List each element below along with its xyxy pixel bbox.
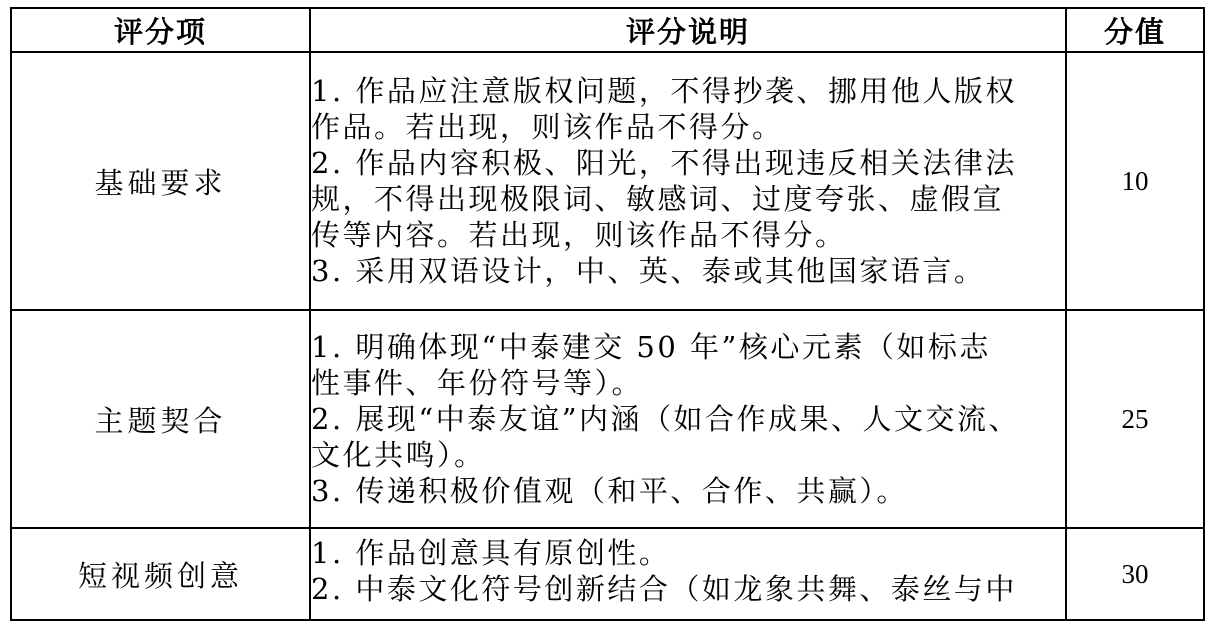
row-item: 主题契合 (11, 310, 310, 528)
row-description (310, 528, 1066, 620)
header-item: 评分项 (11, 8, 310, 52)
table-header-row (11, 8, 1204, 52)
description-line: 1. 作品创意具有原创性。 (311, 536, 671, 570)
row-description (310, 52, 1066, 310)
description-line: 传等内容。若出现，则该作品不得分。 (311, 218, 847, 252)
scoring-table (10, 7, 1205, 621)
description-line: 性事件、年份符号等）。 (311, 366, 644, 400)
description-line: 2. 作品内容积极、阳光，不得出现违反相关法律法 (311, 146, 1017, 180)
description-line: 1. 作品应注意版权问题，不得抄袭、挪用他人版权 (311, 74, 1017, 108)
row-score: 25 (1066, 310, 1204, 528)
row-description (310, 310, 1066, 528)
row-score: 30 (1066, 528, 1204, 620)
description-line: 2. 中泰文化符号创新结合（如龙象共舞、泰丝与中 (311, 572, 1017, 606)
description-line: 1. 明确体现“中泰建交 50 年”核心元素（如标志 (311, 330, 991, 364)
description-line: 作品。若出现，则该作品不得分。 (311, 110, 784, 144)
row-score: 10 (1066, 52, 1204, 310)
row-item: 短视频创意 (11, 528, 310, 620)
row-item: 基础要求 (11, 52, 310, 310)
description-line: 3. 采用双语设计，中、英、泰或其他国家语言。 (311, 254, 986, 288)
header-description: 评分说明 (310, 8, 1066, 52)
description-line: 文化共鸣）。 (311, 438, 486, 472)
table-row (11, 310, 1204, 528)
table-row (11, 528, 1204, 620)
description-line: 3. 传递积极价值观（和平、合作、共赢）。 (311, 474, 908, 508)
description-line: 2. 展现“中泰友谊”内涵（如合作成果、人文交流、 (311, 402, 1021, 436)
table-row (11, 52, 1204, 310)
header-score: 分值 (1066, 8, 1204, 52)
description-line: 规，不得出现极限词、敏感词、过度夸张、虚假宣 (311, 182, 1005, 216)
